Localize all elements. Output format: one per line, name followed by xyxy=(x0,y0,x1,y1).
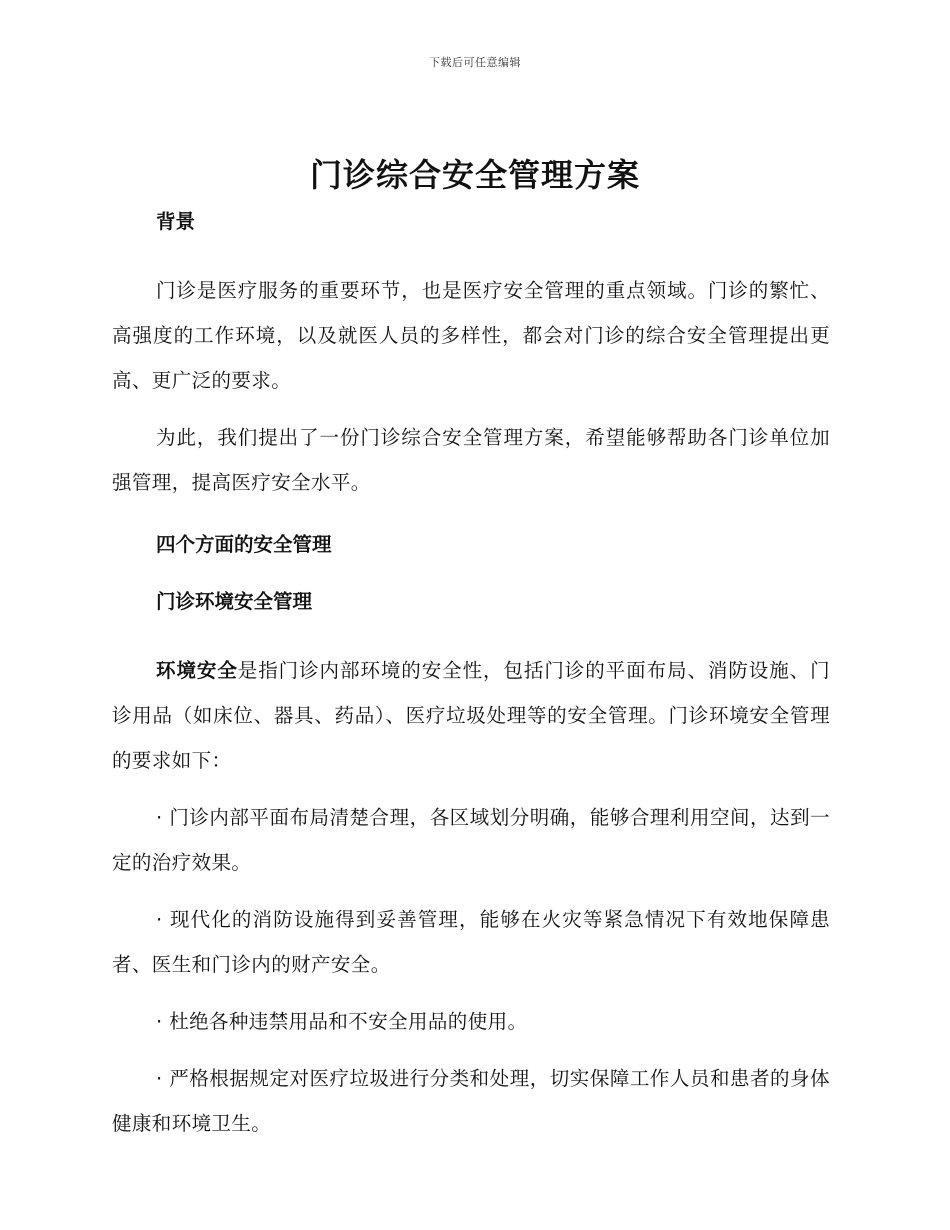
section-heading-four-aspects: 四个方面的安全管理 xyxy=(156,533,332,556)
bullet-item-medical-waste: · 严格根据规定对医疗垃圾进行分类和处理，切实保障工作人员和患者的身体健康和环境卫生。 xyxy=(112,1067,830,1135)
header-note: 下载后可任意编辑 xyxy=(429,56,521,69)
environment-term: 环境安全 xyxy=(156,659,238,682)
document-body xyxy=(112,206,830,1146)
paragraph-background-1: 门诊是医疗服务的重要环节，也是医疗安全管理的重点领域。门诊的繁忙、高强度的工作环境，以及就医人员的多样性，都会对门诊的综合安全管理提出更高、更广泛的要求。 xyxy=(112,279,830,392)
document-title: 门诊综合安全管理方案 xyxy=(309,156,640,194)
section-heading-environment: 门诊环境安全管理 xyxy=(156,590,313,613)
paragraph-environment-intro xyxy=(112,648,830,783)
bullet-item-fire-safety: · 现代化的消防设施得到妥善管理，能够在火灾等紧急情况下有效地保障患者、医生和门诊内的财产安全。 xyxy=(112,908,830,976)
paragraph-background-2: 为此，我们提出了一份门诊综合安全管理方案，希望能够帮助各门诊单位加强管理，提高医疗安全水平。 xyxy=(112,426,830,494)
bullet-item-prohibited-items: · 杜绝各种违禁用品和不安全用品的使用。 xyxy=(156,1010,528,1033)
section-heading-background: 背景 xyxy=(156,210,196,233)
environment-definition: 是指门诊内部环境的安全性，包括门诊的平面布局、消防设施、门诊用品（如床位、器具、药品）、医疗垃圾处理等的安全管理。门诊环境安全管理的要求如下： xyxy=(112,659,830,772)
bullet-item-layout: · 门诊内部平面布局清楚合理，各区域划分明确，能够合理利用空间，达到一定的治疗效果。 xyxy=(112,806,830,874)
